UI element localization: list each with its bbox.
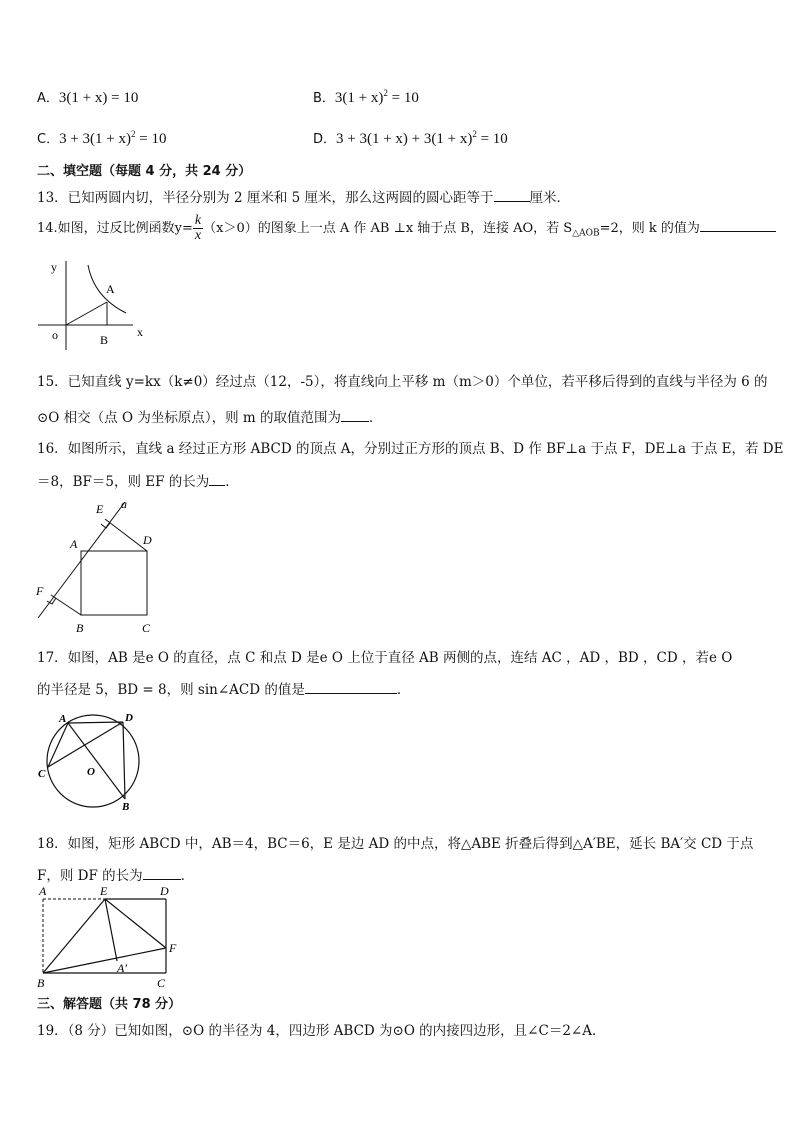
question-15-line-1: 15．已知直线 y=kx（k≠0）经过点（12，-5），将直线向上平移 m（m＞0）个单位，若平移后得到的直线与半径为 6 的 [37,374,768,390]
q16-fig-c-label: C [142,621,151,635]
option-b-expr: $3(1 + x)^2 = 10$ [334,88,419,106]
q18-fig-c-label: C [157,976,166,990]
option-c-expr: $3 + 3(1 + x)^2 = 10$ [59,129,167,147]
q15-line2-pre: ⊙O 相交（点 O 为坐标原点），则 m 的取值范围为 [37,410,341,426]
q17-answer-blank [305,681,397,694]
q16-fig-e-label: E [96,502,104,516]
section-2-heading: 二、填空题（每题 4 分，共 24 分） [37,164,252,179]
q18-fig-e-label: E [100,884,108,898]
q18-fig-b-label: B [37,976,45,990]
q14-fig-b-label: B [100,333,109,347]
option-c [37,128,166,148]
q16-fig-f-label: F [36,584,44,598]
q17-fig-d-label: D [125,712,133,724]
option-b-label: B． [313,91,335,106]
question-16-line-2 [37,470,239,490]
q14-mid: （x＞0）的图象上一点 A 作 AB ⊥x 轴于点 B，连接 AO，若 S [203,221,573,236]
question-19: 19．（8 分）已知如图，⊙O 的半径为 4，四边形 ABCD 为⊙O 的内接四边形，且∠C＝2∠A． [37,1023,606,1039]
option-d [313,128,508,148]
q16-fig-line-a-label: a [121,497,127,511]
q17-line2-pre: 的半径是 5，BD = 8，则 sin∠ACD 的值是 [37,682,305,698]
q17-fig-b-label: B [122,801,130,813]
q14-answer-blank [700,219,776,232]
question-14 [37,214,776,243]
q14-post: =2，则 k 的值为 [599,221,700,236]
q14-figure [30,253,155,350]
q18-line2-post: ． [180,868,195,884]
question-13 [37,186,570,206]
q18-figure [33,884,183,990]
q14-sub: △AOB [572,228,600,239]
q16-answer-blank [209,473,225,486]
q16-figure [33,494,163,638]
q16-fig-d-label: D [143,533,152,547]
q13-text: 13．已知两圆内切，半径分别为 2 厘米和 5 厘米，那么这两圆的圆心距等于 [37,190,494,206]
option-b [313,87,419,107]
question-16-line-1: 16．如图所示，直线 a 经过正方形 ABCD 的顶点 A，分别过正方形的顶点 B、D 作 BF⊥a 于点 F，DE⊥a 于点 E，若 DE [37,441,784,457]
question-18-line-2 [37,864,194,884]
q13-answer-blank [494,189,530,202]
q15-answer-blank [341,409,369,422]
q14-fig-o-label: o [52,328,58,342]
q18-fig-d-label: D [160,884,169,898]
q16-line2-pre: ＝8，BF＝5，则 EF 的长为 [37,474,210,490]
option-a [37,87,138,107]
option-a-label: A． [37,91,59,106]
q18-line2-pre: F，则 DF 的长为 [37,868,143,884]
option-d-label: D． [313,132,337,147]
q18-fig-a-label: A [39,884,47,898]
q16-line2-post: ． [225,474,239,490]
q17-line2-post: ． [396,682,411,698]
q16-fig-b-label: B [76,621,84,635]
q17-figure [33,709,151,813]
q16-fig-A-label: A [70,537,78,551]
q18-answer-blank [143,867,181,880]
q17-fig-c-label: C [38,768,46,780]
q15-line2-post: ． [368,410,383,426]
q18-fig-aprime-label: A′ [117,961,127,975]
q14-fig-a-label: A [106,282,115,296]
section-3-heading: 三、解答题（共 78 分） [37,997,182,1012]
q14-fig-y-label: y [51,260,57,274]
q14-fraction: $\frac{k}{x}$ [194,213,202,243]
option-c-label: C． [37,132,60,147]
question-18-line-1: 18．如图，矩形 ABCD 中，AB＝4，BC＝6，E 是边 AD 的中点，将△ABE 折叠后得到△A′BE，延长 BA′交 CD 于点 [37,836,754,852]
q17-fig-a-label: A [59,713,67,725]
option-d-expr: $3 + 3(1 + x) + 3(1 + x)^2 = 10$ [336,129,508,147]
q14-pre: 14.如图，过反比例函数y= [37,221,193,236]
question-17-line-1: 17．如图，AB 是e O 的直径，点 C 和点 D 是e O 上位于直径 AB 两侧的点，连结 AC ，AD ，BD ，CD ，若e O [37,650,733,666]
q18-fig-f-label: F [169,941,177,955]
q14-fig-x-label: x [137,325,143,339]
q13-tail: 厘米． [529,190,571,206]
question-17-line-2 [37,678,410,698]
question-15-line-2 [37,406,382,426]
option-a-expr: 3(1 + x) = 10 [58,90,139,106]
q17-fig-o-label: O [87,766,95,778]
